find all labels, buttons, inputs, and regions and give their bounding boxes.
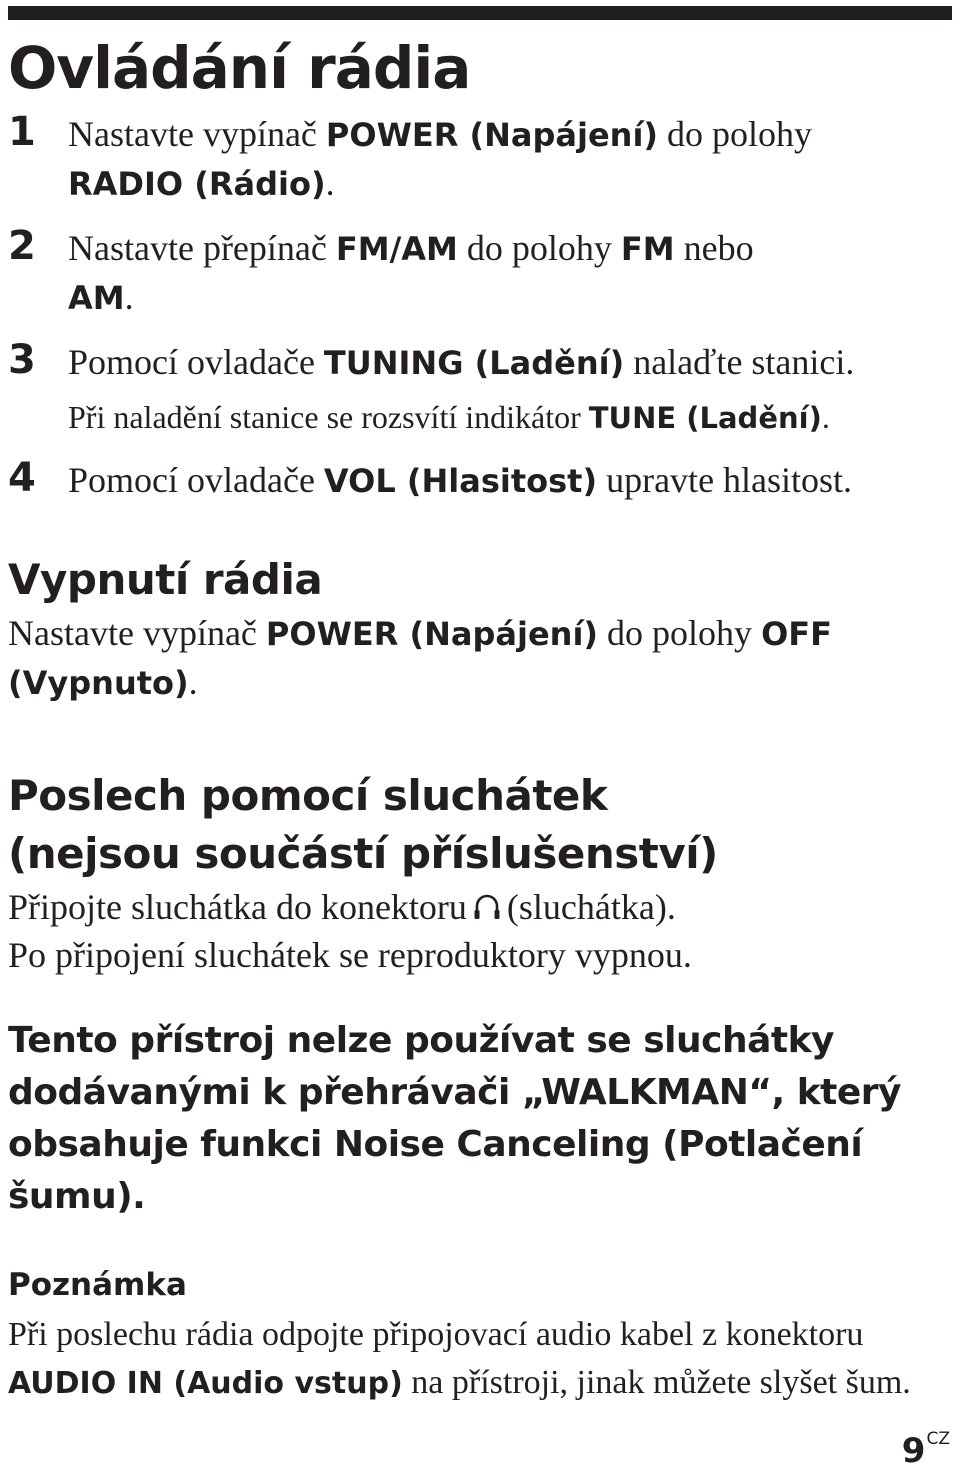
- steps-list: [8, 110, 953, 505]
- step-keyword: POWER (Napájení): [325, 116, 659, 154]
- step-keyword: FM/AM: [335, 230, 458, 268]
- hint-keyword: TUNE (Ladění): [588, 401, 822, 435]
- keyword: AUDIO IN (Audio vstup): [8, 1366, 403, 1401]
- section-heading: [8, 767, 953, 883]
- heading-line: (nejsou součástí příslušenství): [8, 829, 718, 878]
- headphones-section: [8, 767, 953, 979]
- step-keyword: RADIO (Rádio): [68, 165, 326, 203]
- step-text: Nastavte přepínač: [68, 228, 336, 268]
- text: Po připojení sluchátek se reproduktory vypnou.: [8, 935, 692, 975]
- section-text: [8, 883, 953, 979]
- keyword: OFF (Vypnuto): [8, 615, 832, 702]
- text: .: [188, 662, 198, 702]
- step-hint: [68, 395, 953, 440]
- text: do polohy: [598, 613, 762, 653]
- step-text: nebo: [674, 228, 754, 268]
- step-3: [8, 338, 953, 440]
- step-text: Nastavte vypínač: [68, 114, 326, 154]
- step-2: [8, 224, 953, 322]
- step-text: do polohy: [658, 114, 813, 154]
- step-keyword: FM: [620, 230, 675, 268]
- text: Připojte sluchátka do konektoru: [8, 887, 467, 927]
- step-4: [8, 456, 953, 505]
- top-rule: [8, 6, 952, 20]
- note-title: Poznámka: [8, 1267, 187, 1303]
- warning-text: Tento přístroj nelze používat se sluchátky dodávanými k přehrávači „WALKMAN“, který obsahuje funkci Noise Canceling (Potlačení šumu).: [8, 1020, 902, 1217]
- step-text: upravte hlasitost.: [597, 460, 853, 500]
- hint-text: .: [821, 399, 830, 435]
- step-number: 1: [8, 109, 36, 155]
- section-text: [8, 609, 953, 707]
- step-number: 3: [8, 337, 36, 383]
- step-text: Pomocí ovladače: [68, 342, 324, 382]
- page-number: [902, 1429, 950, 1471]
- page-content: [8, 28, 953, 1408]
- page-title: Ovládání rádia: [8, 34, 471, 102]
- text: (sluchátka).: [506, 887, 676, 927]
- step-text: .: [325, 163, 335, 203]
- headphone-icon: [473, 886, 501, 916]
- text: Při poslechu rádia odpojte připojovací audio kabel z konektoru: [8, 1316, 864, 1353]
- section-heading: Vypnutí rádia: [8, 555, 323, 604]
- step-keyword: TUNING (Ladění): [323, 344, 625, 382]
- keyword: POWER (Napájení): [265, 615, 599, 653]
- heading-line: Poslech pomocí sluchátek: [8, 771, 608, 820]
- step-1: [8, 110, 953, 208]
- note-text: [8, 1311, 953, 1408]
- hint-text: Při naladění stanice se rozsvítí indikátor: [68, 399, 589, 435]
- radio-off-section: [8, 551, 953, 707]
- step-text: .: [124, 277, 134, 317]
- step-keyword: AM: [68, 279, 125, 317]
- step-number: 2: [8, 223, 36, 269]
- step-number: 4: [8, 455, 36, 501]
- step-keyword: VOL (Hlasitost): [323, 462, 598, 500]
- text: Nastavte vypínač: [8, 613, 266, 653]
- text: na přístroji, jinak můžete slyšet šum.: [402, 1364, 911, 1401]
- step-text: Pomocí ovladače: [68, 460, 324, 500]
- page-number-value: 9: [901, 1431, 926, 1471]
- page-number-suffix: CZ: [926, 1429, 950, 1449]
- step-text: nalaďte stanici.: [624, 342, 855, 382]
- step-text: do polohy: [457, 228, 621, 268]
